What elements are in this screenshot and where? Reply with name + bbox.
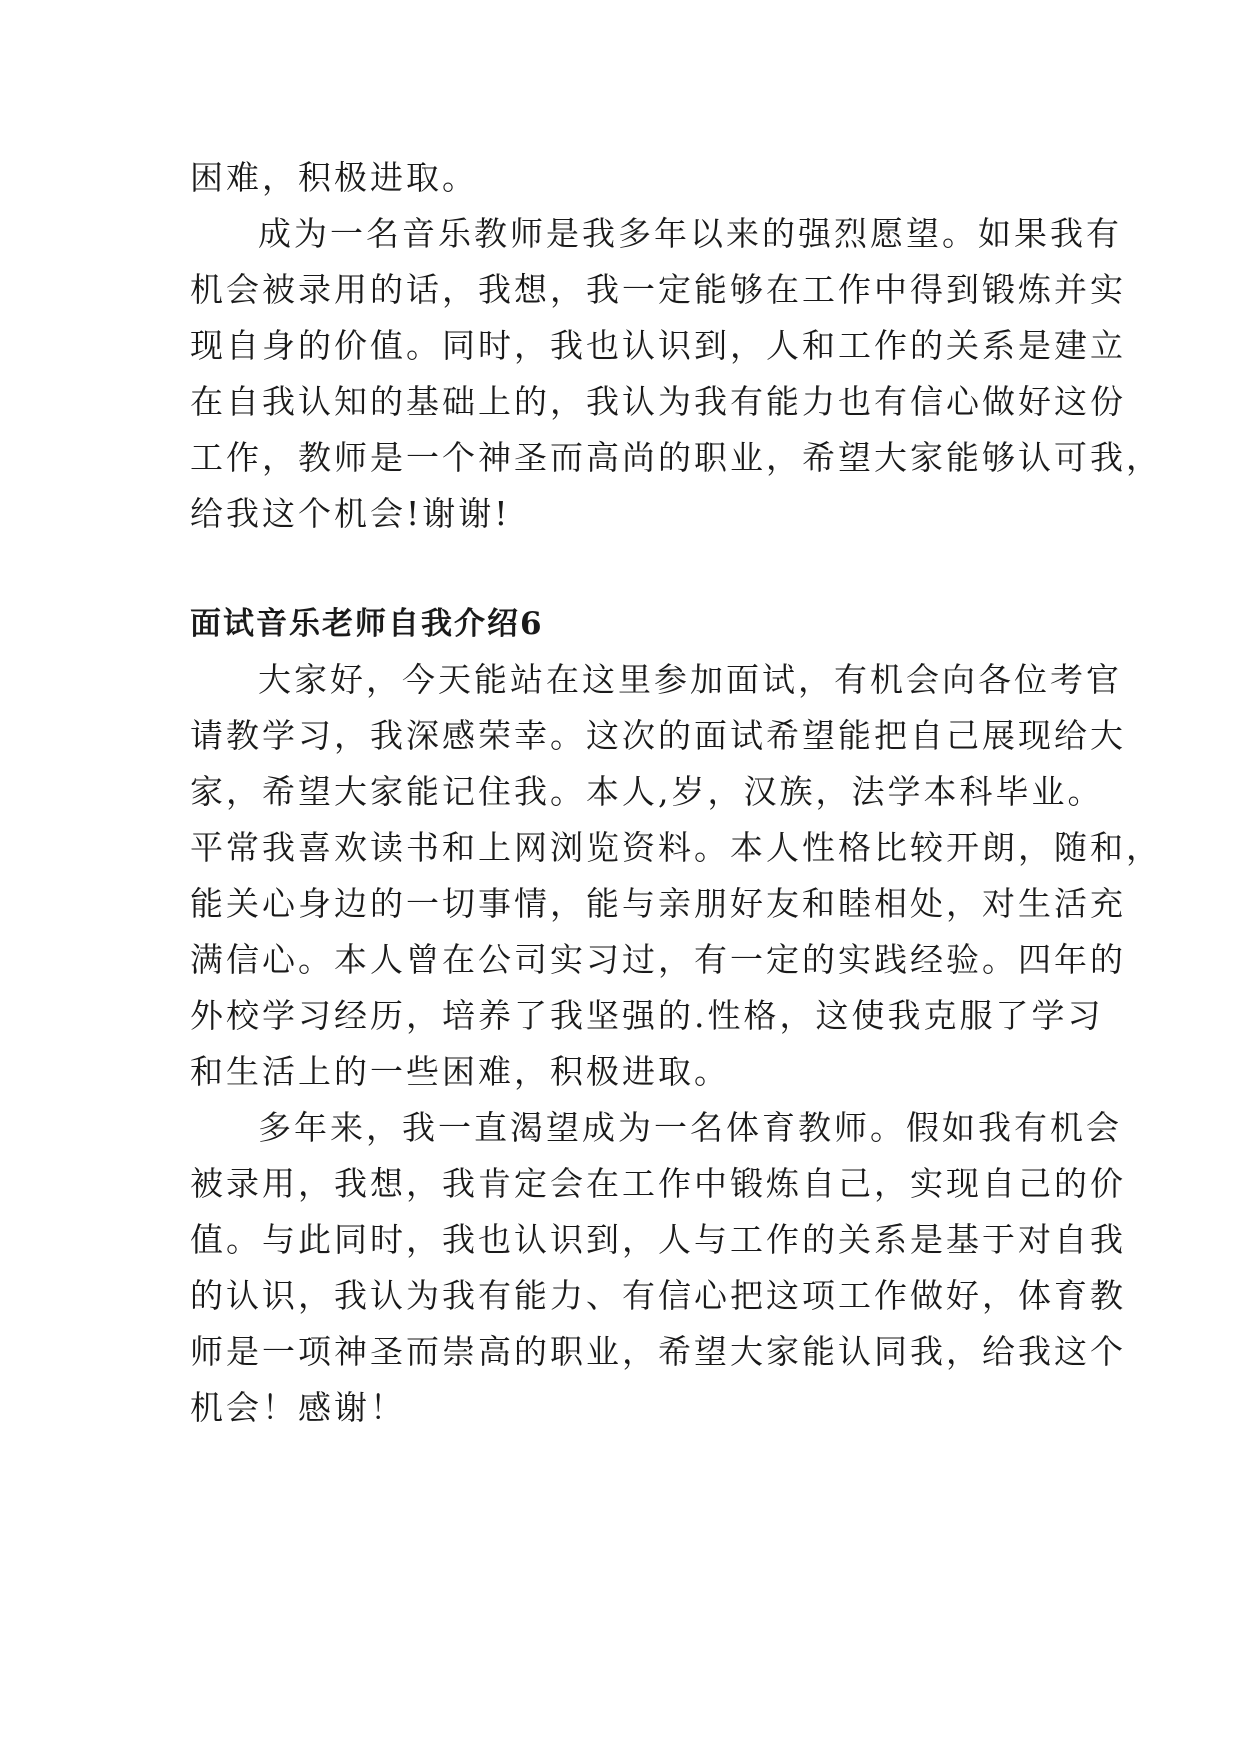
text-line: 大家好，今天能站在这里参加面试，有机会向各位考官 xyxy=(258,660,1122,699)
text-line: 机会被录用的话，我想，我一定能够在工作中得到锻炼并实 xyxy=(190,270,1126,309)
text-line: 被录用，我想，我肯定会在工作中锻炼自己，实现自己的价 xyxy=(190,1164,1126,1203)
paragraph-music-teacher-wish xyxy=(190,206,1162,542)
text-line: 家，希望大家能记住我。本人,岁，汉族，法学本科毕业。 xyxy=(190,772,1104,811)
text-line: 和生活上的一些困难，积极进取。 xyxy=(190,1052,730,1091)
document-page xyxy=(190,150,1162,1436)
paragraph-self-introduction xyxy=(190,652,1162,1100)
text-line: 请教学习，我深感荣幸。这次的面试希望能把自己展现给大 xyxy=(190,716,1126,755)
text-line: 成为一名音乐教师是我多年以来的强烈愿望。如果我有 xyxy=(258,214,1122,253)
text-line: 平常我喜欢读书和上网浏览资料。本人性格比较开朗，随和， xyxy=(190,828,1162,867)
text-line: 给我这个机会!谢谢! xyxy=(190,494,511,533)
text-line: 在自我认知的基础上的，我认为我有能力也有信心做好这份 xyxy=(190,382,1126,421)
text-line: 外校学习经历，培养了我坚强的.性格，这使我克服了学习 xyxy=(190,996,1104,1035)
text-line: 多年来，我一直渴望成为一名体育教师。假如我有机会 xyxy=(258,1108,1122,1147)
text-line: 值。与此同时，我也认识到，人与工作的关系是基于对自我 xyxy=(190,1220,1126,1259)
top-fragment xyxy=(190,150,1050,206)
paragraph-pe-teacher-wish xyxy=(190,1100,1126,1436)
text-line: 现自身的价值。同时，我也认识到，人和工作的关系是建立 xyxy=(190,326,1126,365)
section-heading: 面试音乐老师自我介绍6 xyxy=(190,606,544,642)
text-line: 机会！感谢！ xyxy=(190,1388,406,1427)
text-line: 能关心身边的一切事情，能与亲朋好友和睦相处，对生活充 xyxy=(190,884,1126,923)
text-line: 的认识，我认为我有能力、有信心把这项工作做好，体育教 xyxy=(190,1276,1126,1315)
text-line: 困难，积极进取。 xyxy=(190,158,478,197)
text-line: 师是一项神圣而崇高的职业，希望大家能认同我，给我这个 xyxy=(190,1332,1126,1371)
text-line: 工作，教师是一个神圣而高尚的职业，希望大家能够认可我， xyxy=(190,438,1162,477)
text-line: 满信心。本人曾在公司实习过，有一定的实践经验。四年的 xyxy=(190,940,1126,979)
